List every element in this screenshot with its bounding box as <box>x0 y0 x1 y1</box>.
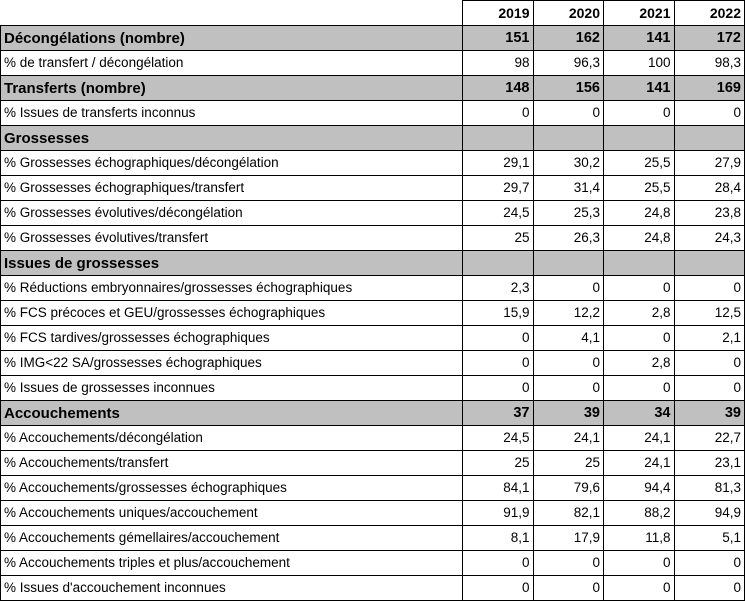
value-cell-2020: 156 <box>533 76 604 101</box>
row-label: % Grossesses évolutives/transfert <box>1 226 463 251</box>
value-cell-2021: 94,4 <box>604 476 675 501</box>
section-label: Grossesses <box>1 126 463 151</box>
value-cell-2020: 25,3 <box>533 201 604 226</box>
table-row <box>1 351 745 376</box>
row-label: % Issues de grossesses inconnues <box>1 376 463 401</box>
value-cell-2019: 37 <box>463 401 534 426</box>
value-cell-2022: 24,3 <box>674 226 745 251</box>
value-cell-2021: 25,5 <box>604 151 675 176</box>
value-cell-2020: 4,1 <box>533 326 604 351</box>
value-cell-2019: 15,9 <box>463 301 534 326</box>
table-row <box>1 226 745 251</box>
value-cell-2020: 12,2 <box>533 301 604 326</box>
value-cell-2020: 0 <box>533 576 604 601</box>
value-cell-2020: 82,1 <box>533 501 604 526</box>
value-cell-2021: 11,8 <box>604 526 675 551</box>
value-cell-2020: 0 <box>533 351 604 376</box>
section-header-row <box>1 401 745 426</box>
value-cell-2020: 39 <box>533 401 604 426</box>
header-corner-cell <box>1 1 463 26</box>
row-label: % Accouchements/grossesses échographiques <box>1 476 463 501</box>
section-header-row <box>1 26 745 51</box>
value-cell-2019: 29,1 <box>463 151 534 176</box>
value-cell-2020: 0 <box>533 276 604 301</box>
table-row <box>1 101 745 126</box>
value-cell-2020: 24,1 <box>533 426 604 451</box>
row-label: % Issues de transferts inconnus <box>1 101 463 126</box>
value-cell-2021: 141 <box>604 26 675 51</box>
table-row <box>1 526 745 551</box>
table-row <box>1 501 745 526</box>
value-cell-2019: 0 <box>463 101 534 126</box>
year-header-2020: 2020 <box>533 1 604 26</box>
value-cell-2022: 23,8 <box>674 201 745 226</box>
row-label: % Grossesses échographiques/transfert <box>1 176 463 201</box>
value-cell-2019: 25 <box>463 226 534 251</box>
row-label: % IMG<22 SA/grossesses échographiques <box>1 351 463 376</box>
year-header-2019: 2019 <box>463 1 534 26</box>
row-label: % Accouchements gémellaires/accouchement <box>1 526 463 551</box>
section-header-row <box>1 251 745 276</box>
value-cell-2022: 0 <box>674 576 745 601</box>
value-cell-2019: 0 <box>463 376 534 401</box>
value-cell-2020: 26,3 <box>533 226 604 251</box>
table-row <box>1 376 745 401</box>
value-cell-2022: 5,1 <box>674 526 745 551</box>
table-row <box>1 176 745 201</box>
section-label: Accouchements <box>1 401 463 426</box>
value-cell-2020: 25 <box>533 451 604 476</box>
value-cell-2021: 141 <box>604 76 675 101</box>
table-row <box>1 276 745 301</box>
table-row <box>1 576 745 601</box>
value-cell-2021: 24,1 <box>604 451 675 476</box>
table-row <box>1 451 745 476</box>
value-cell-2019: 2,3 <box>463 276 534 301</box>
value-cell-2021: 0 <box>604 576 675 601</box>
value-cell-2022: 39 <box>674 401 745 426</box>
value-cell-2021: 24,8 <box>604 201 675 226</box>
value-cell-2019: 24,5 <box>463 201 534 226</box>
value-cell-2019: 0 <box>463 576 534 601</box>
value-cell-2019: 29,7 <box>463 176 534 201</box>
value-cell-2020 <box>533 251 604 276</box>
year-header-2021: 2021 <box>604 1 675 26</box>
value-cell-2022: 94,9 <box>674 501 745 526</box>
table-row <box>1 301 745 326</box>
value-cell-2021: 0 <box>604 326 675 351</box>
year-header-row <box>1 1 745 26</box>
value-cell-2019: 0 <box>463 551 534 576</box>
row-label: % Accouchements/transfert <box>1 451 463 476</box>
value-cell-2022: 27,9 <box>674 151 745 176</box>
value-cell-2022 <box>674 126 745 151</box>
value-cell-2020: 30,2 <box>533 151 604 176</box>
value-cell-2019: 84,1 <box>463 476 534 501</box>
year-header-2022: 2022 <box>674 1 745 26</box>
value-cell-2019: 98 <box>463 51 534 76</box>
row-label: % de transfert / décongélation <box>1 51 463 76</box>
value-cell-2021: 0 <box>604 376 675 401</box>
value-cell-2021: 100 <box>604 51 675 76</box>
value-cell-2019: 91,9 <box>463 501 534 526</box>
section-label: Transferts (nombre) <box>1 76 463 101</box>
value-cell-2020: 31,4 <box>533 176 604 201</box>
section-header-row <box>1 126 745 151</box>
value-cell-2021 <box>604 126 675 151</box>
row-label: % Réductions embryonnaires/grossesses échographiques <box>1 276 463 301</box>
value-cell-2021: 0 <box>604 551 675 576</box>
value-cell-2021: 34 <box>604 401 675 426</box>
value-cell-2019 <box>463 126 534 151</box>
value-cell-2022: 23,1 <box>674 451 745 476</box>
section-header-row <box>1 76 745 101</box>
table-row <box>1 551 745 576</box>
row-label: % FCS précoces et GEU/grossesses échographiques <box>1 301 463 326</box>
table-row <box>1 151 745 176</box>
value-cell-2022: 0 <box>674 376 745 401</box>
value-cell-2019: 8,1 <box>463 526 534 551</box>
value-cell-2022: 0 <box>674 351 745 376</box>
value-cell-2022: 81,3 <box>674 476 745 501</box>
value-cell-2022: 0 <box>674 276 745 301</box>
row-label: % Accouchements/décongélation <box>1 426 463 451</box>
table-row <box>1 476 745 501</box>
table-row <box>1 201 745 226</box>
table-row <box>1 426 745 451</box>
value-cell-2022: 98,3 <box>674 51 745 76</box>
table-row <box>1 51 745 76</box>
value-cell-2021: 24,1 <box>604 426 675 451</box>
row-label: % Accouchements triples et plus/accouchement <box>1 551 463 576</box>
table-row <box>1 326 745 351</box>
table-body <box>1 1 745 601</box>
value-cell-2022 <box>674 251 745 276</box>
value-cell-2020 <box>533 126 604 151</box>
value-cell-2019: 0 <box>463 326 534 351</box>
value-cell-2020: 96,3 <box>533 51 604 76</box>
value-cell-2020: 162 <box>533 26 604 51</box>
value-cell-2020: 79,6 <box>533 476 604 501</box>
section-label: Issues de grossesses <box>1 251 463 276</box>
value-cell-2022: 22,7 <box>674 426 745 451</box>
value-cell-2019: 151 <box>463 26 534 51</box>
row-label: % Issues d'accouchement inconnues <box>1 576 463 601</box>
value-cell-2021: 24,8 <box>604 226 675 251</box>
value-cell-2022: 169 <box>674 76 745 101</box>
value-cell-2021: 0 <box>604 101 675 126</box>
row-label: % Grossesses évolutives/décongélation <box>1 201 463 226</box>
row-label: % FCS tardives/grossesses échographiques <box>1 326 463 351</box>
value-cell-2019: 148 <box>463 76 534 101</box>
value-cell-2022: 0 <box>674 101 745 126</box>
row-label: % Grossesses échographiques/décongélation <box>1 151 463 176</box>
value-cell-2020: 0 <box>533 101 604 126</box>
value-cell-2022: 12,5 <box>674 301 745 326</box>
value-cell-2019 <box>463 251 534 276</box>
value-cell-2019: 0 <box>463 351 534 376</box>
value-cell-2020: 0 <box>533 551 604 576</box>
value-cell-2020: 17,9 <box>533 526 604 551</box>
value-cell-2019: 24,5 <box>463 426 534 451</box>
value-cell-2021: 88,2 <box>604 501 675 526</box>
value-cell-2022: 28,4 <box>674 176 745 201</box>
value-cell-2022: 172 <box>674 26 745 51</box>
row-label: % Accouchements uniques/accouchement <box>1 501 463 526</box>
value-cell-2022: 2,1 <box>674 326 745 351</box>
value-cell-2022: 0 <box>674 551 745 576</box>
value-cell-2021: 0 <box>604 276 675 301</box>
value-cell-2021: 2,8 <box>604 351 675 376</box>
section-label: Décongélations (nombre) <box>1 26 463 51</box>
value-cell-2021: 25,5 <box>604 176 675 201</box>
value-cell-2021: 2,8 <box>604 301 675 326</box>
value-cell-2019: 25 <box>463 451 534 476</box>
value-cell-2020: 0 <box>533 376 604 401</box>
value-cell-2021 <box>604 251 675 276</box>
